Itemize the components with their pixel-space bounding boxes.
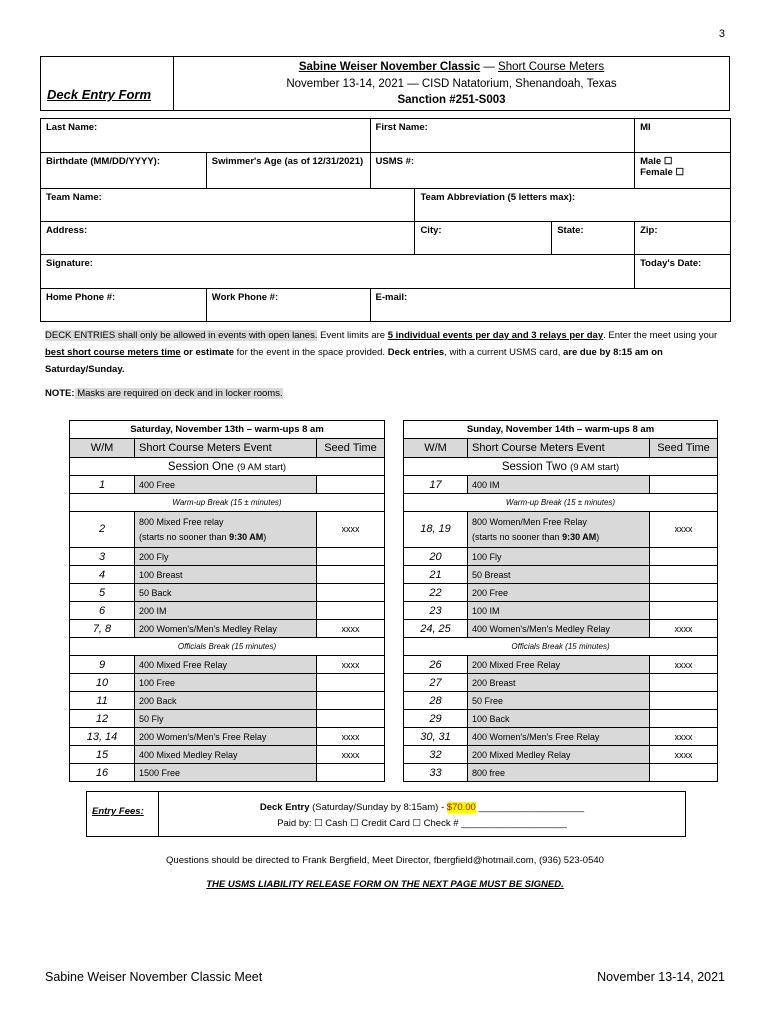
deck-entry-rules (45, 327, 733, 378)
event-number: 29 (404, 710, 468, 728)
start-time: 9:30 AM (229, 531, 264, 542)
event-row (70, 746, 385, 764)
seed-time-cell[interactable] (317, 548, 385, 566)
event-name-line1: 800 Mixed Free relay (139, 516, 224, 527)
event-number: 5 (70, 584, 135, 602)
event-number: 28 (404, 692, 468, 710)
event-row (404, 512, 718, 548)
event-name: 400 IM (468, 476, 650, 494)
break-label: Officials Break (15 minutes) (70, 638, 385, 656)
event-row (404, 674, 718, 692)
day-header: Sunday, November 14th – warm-ups 8 am (404, 421, 718, 439)
event-number: 13, 14 (70, 728, 135, 746)
event-name: 200 Women's/Men's Free Relay (135, 728, 317, 746)
start-note: (starts no sooner than (139, 531, 230, 542)
event-row (70, 674, 385, 692)
seed-time-cell[interactable] (317, 602, 385, 620)
rule-text: . Enter the meet using your (603, 330, 718, 341)
col-seed-header: Seed Time (650, 439, 718, 458)
seed-time-cell[interactable]: xxxx (650, 656, 718, 674)
event-row (404, 728, 718, 746)
event-number: 26 (404, 656, 468, 674)
event-row (404, 692, 718, 710)
note-text: Masks are required on deck and in locker rooms. (74, 388, 283, 399)
event-name: 800 free (468, 764, 650, 782)
event-number: 32 (404, 746, 468, 764)
event-row (70, 566, 385, 584)
event-number: 21 (404, 566, 468, 584)
seed-time-cell[interactable] (650, 674, 718, 692)
sanction-number: Sanction #251-S003 (397, 94, 506, 106)
event-number: 7, 8 (70, 620, 135, 638)
state-field[interactable]: State: (552, 222, 635, 255)
event-name: 400 Mixed Medley Relay (135, 746, 317, 764)
rule-due-time: are due by 8:15 am on Saturday/Sunday. (45, 347, 663, 375)
rule-estimate: or estimate (180, 347, 235, 358)
event-name: 400 Mixed Free Relay (135, 656, 317, 674)
break-row (404, 494, 718, 512)
event-number: 11 (70, 692, 135, 710)
session-name: Session Two (501, 460, 567, 473)
rule-text: for the event in the space provided. (234, 347, 388, 358)
event-row (70, 620, 385, 638)
contact-info: Questions should be directed to Frank Bergfield, Meet Director, fbergfield@hotmail.com, (936) 523-0540 (166, 855, 604, 866)
event-name-line1: 800 Women/Men Free Relay (472, 516, 587, 527)
deck-entry-label: Deck Entry (259, 802, 310, 813)
entry-fees-label: Entry Fees: (92, 806, 144, 817)
event-name: 50 Free (468, 692, 650, 710)
female-checkbox[interactable]: Female ☐ (640, 167, 684, 178)
event-name: 200 IM (135, 602, 317, 620)
gender-field[interactable] (635, 153, 731, 189)
seed-time-cell[interactable] (317, 584, 385, 602)
event-row (70, 476, 385, 494)
event-number: 3 (70, 548, 135, 566)
event-name: 100 IM (468, 602, 650, 620)
work-phone-field[interactable]: Work Phone #: (206, 289, 370, 322)
seed-time-cell[interactable]: xxxx (650, 620, 718, 638)
age-field[interactable]: Swimmer's Age (as of 12/31/2021) (206, 153, 370, 189)
fee-amount: $70.00 (446, 802, 476, 813)
session-name: Session One (167, 460, 234, 473)
event-number: 2 (70, 512, 135, 548)
entry-fees-label-cell (87, 792, 159, 836)
signature-field[interactable]: Signature: (41, 255, 635, 289)
mi-field[interactable]: MI (635, 119, 731, 153)
event-row (404, 584, 718, 602)
event-number: 1 (70, 476, 135, 494)
event-name: 200 Breast (468, 674, 650, 692)
event-name: 50 Back (135, 584, 317, 602)
seed-time-cell[interactable] (317, 710, 385, 728)
event-number: 20 (404, 548, 468, 566)
event-row (404, 746, 718, 764)
event-name: 200 Free (468, 584, 650, 602)
meet-info (174, 59, 729, 109)
note-label: NOTE: (45, 388, 75, 399)
address-field[interactable]: Address: (41, 222, 415, 255)
start-time: 9:30 AM (562, 531, 597, 542)
event-name-line2 (472, 530, 645, 545)
seed-time-cell[interactable]: xxxx (317, 728, 385, 746)
event-row (70, 512, 385, 548)
seed-time-cell[interactable] (317, 566, 385, 584)
event-number: 10 (70, 674, 135, 692)
swimmer-info-form (40, 118, 731, 322)
event-row (404, 710, 718, 728)
seed-time-cell[interactable] (317, 476, 385, 494)
entry-fees-box (86, 791, 686, 837)
col-event-header: Short Course Meters Event (468, 439, 650, 458)
event-name: 400 Free (135, 476, 317, 494)
event-row (70, 728, 385, 746)
event-row (404, 620, 718, 638)
usms-number-field[interactable]: USMS #: (370, 153, 635, 189)
event-number: 12 (70, 710, 135, 728)
break-label: Officials Break (15 minutes) (404, 638, 718, 656)
first-name-field[interactable]: First Name: (370, 119, 635, 153)
deck-entry-detail: (Saturday/Sunday by 8:15am) - (309, 802, 447, 813)
seed-time-cell[interactable] (650, 566, 718, 584)
team-abbreviation-field[interactable]: Team Abbreviation (5 letters max): (415, 189, 731, 222)
event-number: 4 (70, 566, 135, 584)
home-phone-field[interactable]: Home Phone #: (41, 289, 207, 322)
form-title-cell (41, 57, 174, 110)
seed-time-cell[interactable] (317, 692, 385, 710)
event-number: 9 (70, 656, 135, 674)
break-label: Warm-up Break (15 ± minutes) (404, 494, 718, 512)
event-row (70, 656, 385, 674)
event-number: 23 (404, 602, 468, 620)
session-time: (9 AM start) (570, 461, 620, 473)
event-row (70, 548, 385, 566)
event-row (70, 602, 385, 620)
event-name: 200 Fly (135, 548, 317, 566)
todays-date-field[interactable]: Today's Date: (635, 255, 731, 289)
event-row (70, 764, 385, 782)
seed-time-cell[interactable] (650, 548, 718, 566)
zip-field[interactable]: Zip: (635, 222, 731, 255)
meet-name: Sabine Weiser November Classic (298, 61, 481, 73)
seed-time-cell[interactable] (650, 710, 718, 728)
event-name: 400 Women's/Men's Medley Relay (468, 620, 650, 638)
payment-method[interactable]: Paid by: ☐ Cash ☐ Credit Card ☐ Check # ____________________ (277, 818, 567, 829)
form-title: Deck Entry Form (47, 87, 152, 102)
birthdate-field[interactable]: Birthdate (MM/DD/YYYY): (41, 153, 207, 189)
break-row (70, 494, 385, 512)
event-row (404, 548, 718, 566)
event-name: 400 Women's/Men's Free Relay (468, 728, 650, 746)
break-label: Warm-up Break (15 ± minutes) (70, 494, 385, 512)
event-name: 100 Back (468, 710, 650, 728)
start-note-end: ) (596, 531, 600, 542)
event-number: 24, 25 (404, 620, 468, 638)
course-type: Short Course Meters (498, 61, 605, 73)
meet-date-location: November 13-14, 2021 — CISD Natatorium, Shenandoah, Texas (286, 77, 617, 90)
event-name (468, 512, 650, 548)
footer-meet-name: Sabine Weiser November Classic Meet (45, 970, 263, 984)
session-header (404, 458, 718, 476)
event-row (70, 692, 385, 710)
rule-best-time: best short course meters time (45, 347, 181, 358)
event-name: 50 Breast (468, 566, 650, 584)
event-name: 100 Free (135, 674, 317, 692)
event-row (404, 656, 718, 674)
rule-deck-entries: Deck entries (387, 347, 445, 358)
liability-notice: THE USMS LIABILITY RELEASE FORM ON THE NEXT PAGE MUST BE SIGNED. (206, 879, 564, 890)
event-number: 18, 19 (404, 512, 468, 548)
seed-time-cell[interactable]: xxxx (317, 746, 385, 764)
male-checkbox[interactable]: Male ☐ (640, 156, 673, 167)
entry-fees-detail (159, 800, 685, 832)
event-name: 50 Fly (135, 710, 317, 728)
fee-blank-line[interactable]: ____________________ (475, 802, 585, 813)
seed-time-cell[interactable]: xxxx (317, 512, 385, 548)
footer-date: November 13-14, 2021 (597, 970, 725, 984)
event-number: 6 (70, 602, 135, 620)
event-number: 22 (404, 584, 468, 602)
session-time: (9 AM start) (236, 461, 287, 473)
team-name-field[interactable]: Team Name: (41, 189, 415, 222)
event-number: 33 (404, 764, 468, 782)
event-number: 30, 31 (404, 728, 468, 746)
event-name: 200 Women's/Men's Medley Relay (135, 620, 317, 638)
break-row (404, 638, 718, 656)
mask-note (45, 388, 283, 399)
event-row (404, 602, 718, 620)
event-row (70, 710, 385, 728)
seed-time-cell[interactable] (650, 764, 718, 782)
col-wm-header: W/M (70, 439, 135, 458)
col-seed-header: Seed Time (317, 439, 385, 458)
event-number: 15 (70, 746, 135, 764)
event-row (404, 764, 718, 782)
seed-time-cell[interactable]: xxxx (650, 746, 718, 764)
seed-time-cell[interactable] (317, 674, 385, 692)
seed-time-cell[interactable]: xxxx (317, 620, 385, 638)
meet-header (40, 56, 730, 111)
seed-time-cell[interactable] (650, 602, 718, 620)
saturday-events-table (69, 420, 385, 782)
title-dash: — (480, 61, 499, 73)
event-name: 1500 Free (135, 764, 317, 782)
rule-open-lanes: DECK ENTRIES shall only be allowed in events with open lanes. (45, 330, 318, 341)
event-row (404, 476, 718, 494)
event-name: 200 Back (135, 692, 317, 710)
rule-text: , with a current USMS card, (444, 347, 564, 358)
rule-event-limits: 5 individual events per day and 3 relays per day (387, 330, 604, 341)
event-name: 100 Breast (135, 566, 317, 584)
seed-time-cell[interactable] (650, 584, 718, 602)
sunday-events-table (403, 420, 718, 782)
email-field[interactable]: E-mail: (370, 289, 730, 322)
event-name: 200 Mixed Free Relay (468, 656, 650, 674)
day-header: Saturday, November 13th – warm-ups 8 am (70, 421, 385, 439)
event-row (404, 566, 718, 584)
event-name: 200 Mixed Medley Relay (468, 746, 650, 764)
session-header (70, 458, 385, 476)
seed-time-cell[interactable]: xxxx (317, 656, 385, 674)
event-number: 17 (404, 476, 468, 494)
city-field[interactable]: City: (415, 222, 552, 255)
col-wm-header: W/M (404, 439, 468, 458)
event-number: 16 (70, 764, 135, 782)
event-name-line2 (139, 530, 312, 545)
seed-time-cell[interactable]: xxxx (650, 728, 718, 746)
event-row (70, 584, 385, 602)
event-name (135, 512, 317, 548)
page-number: 3 (718, 28, 725, 40)
start-note: (starts no sooner than (472, 531, 563, 542)
seed-time-cell[interactable]: xxxx (650, 512, 718, 548)
seed-time-cell[interactable] (650, 692, 718, 710)
rule-text: Event limits are (317, 330, 388, 341)
start-note-end: ) (263, 531, 267, 542)
break-row (70, 638, 385, 656)
seed-time-cell[interactable] (650, 476, 718, 494)
col-event-header: Short Course Meters Event (135, 439, 317, 458)
event-name: 100 Fly (468, 548, 650, 566)
last-name-field[interactable]: Last Name: (41, 119, 371, 153)
seed-time-cell[interactable] (317, 764, 385, 782)
event-number: 27 (404, 674, 468, 692)
